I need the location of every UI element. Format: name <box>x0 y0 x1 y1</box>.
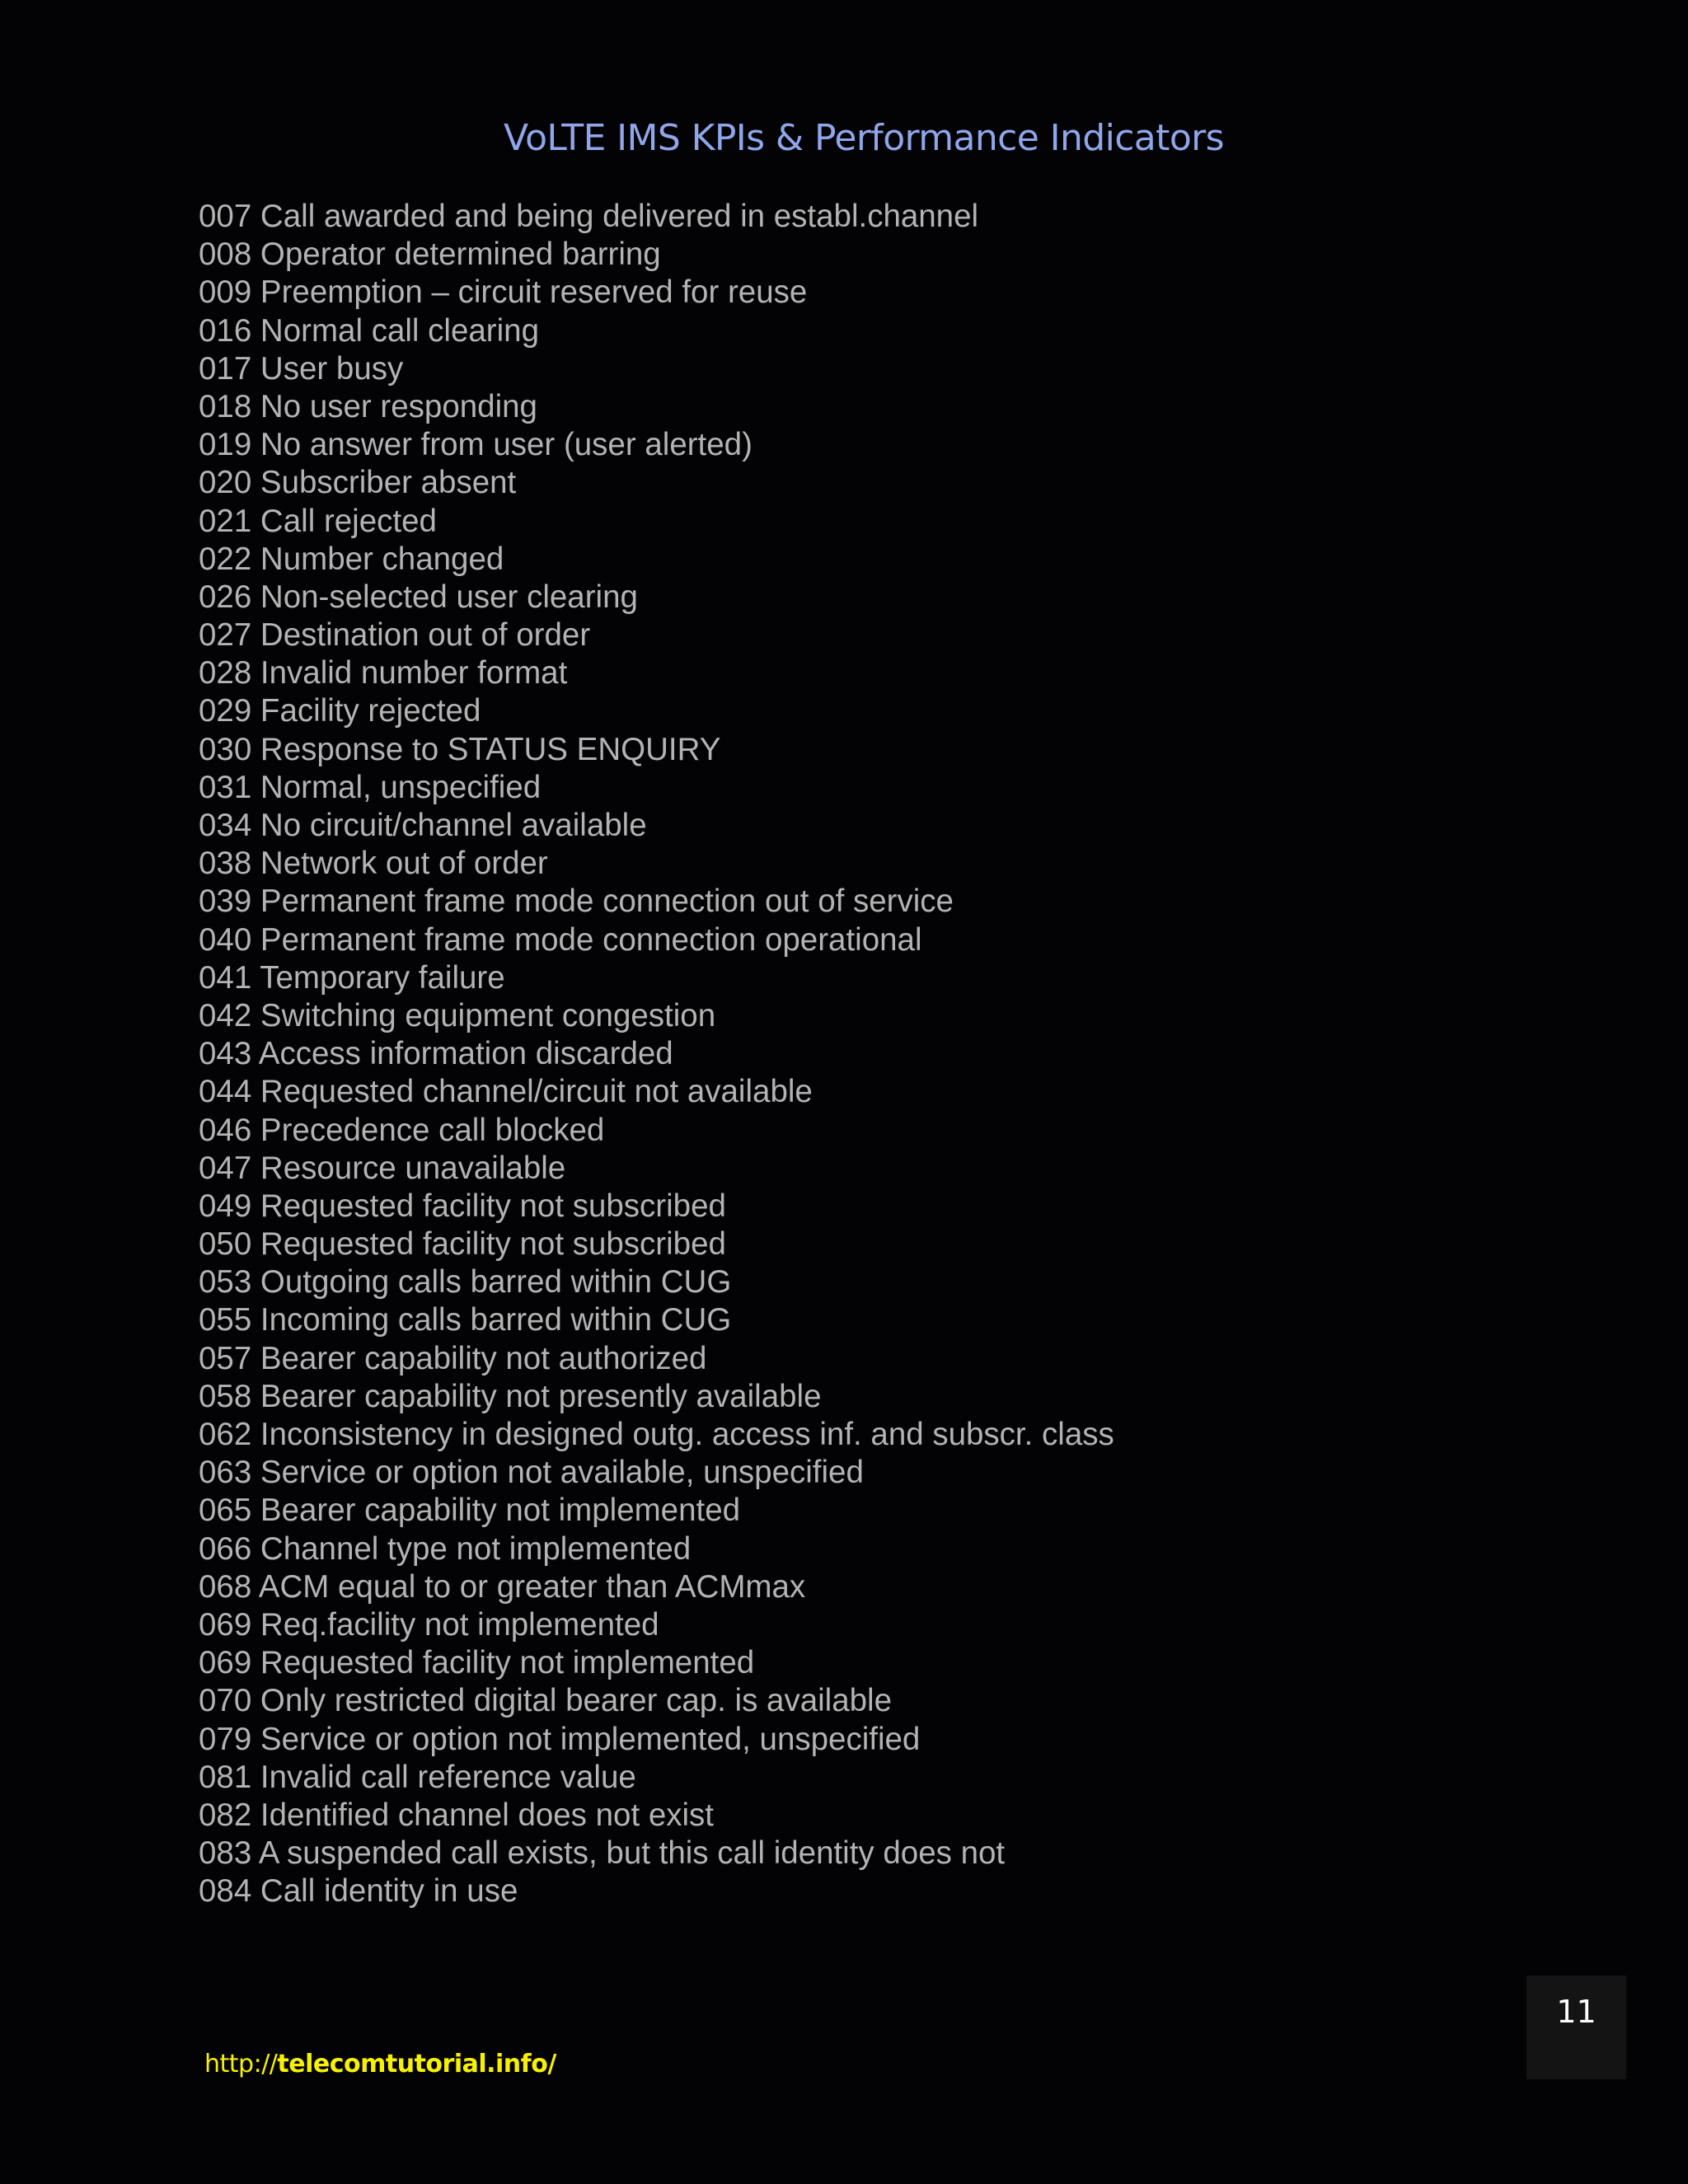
cause-code-item: 053 Outgoing calls barred within CUG <box>199 1264 732 1301</box>
cause-code-item: 034 No circuit/channel available <box>199 808 647 843</box>
cause-code-item: 031 Normal, unspecified <box>199 769 542 805</box>
cause-code-item: 038 Network out of order <box>199 846 548 882</box>
cause-code-item: 049 Requested facility not subscribed <box>199 1188 726 1224</box>
cause-code-item: 039 Permanent frame mode connection out of service <box>199 883 954 920</box>
cause-code-item: 057 Bearer capability not authorized <box>199 1340 707 1376</box>
cause-code-item: 081 Invalid call reference value <box>199 1759 636 1795</box>
cause-code-item: 016 Normal call clearing <box>199 312 539 349</box>
cause-code-item: 021 Call rejected <box>199 503 437 539</box>
cause-code-item: 068 ACM equal to or greater than ACMmax <box>199 1568 806 1605</box>
cause-code-item: 030 Response to STATUS ENQUIRY <box>199 731 721 767</box>
cause-code-item: 028 Invalid number format <box>199 655 568 691</box>
cause-code-item: 041 Temporary failure <box>199 959 505 996</box>
cause-code-item: 042 Switching equipment congestion <box>199 997 716 1033</box>
cause-code-item: 044 Requested channel/circuit not available <box>199 1074 813 1110</box>
cause-code-item: 027 Destination out of order <box>199 617 591 654</box>
cause-code-item: 084 Call identity in use <box>199 1873 518 1910</box>
page-number: 11 <box>1556 1994 1597 2030</box>
cause-code-item: 066 Channel type not implemented <box>199 1530 692 1567</box>
cause-code-item: 069 Req.facility not implemented <box>199 1606 659 1643</box>
cause-code-item: 008 Operator determined barring <box>199 237 661 273</box>
cause-code-item: 029 Facility rejected <box>199 693 481 729</box>
footer-link-prefix: http:// <box>204 2050 278 2079</box>
cause-code-item: 017 User busy <box>199 350 404 387</box>
cause-code-item: 069 Requested facility not implemented <box>199 1645 755 1681</box>
cause-code-item: 083 A suspended call exists, but this call identity does not <box>199 1835 1006 1872</box>
page-number-box <box>1526 1975 1626 2079</box>
cause-code-item: 055 Incoming calls barred within CUG <box>199 1302 732 1338</box>
cause-code-item: 079 Service or option not implemented, unspecified <box>199 1721 921 1757</box>
page-title: VoLTE IMS KPIs & Performance Indicators <box>504 117 1224 159</box>
cause-code-item: 065 Bearer capability not implemented <box>199 1493 741 1529</box>
cause-code-item: 050 Requested facility not subscribed <box>199 1226 726 1263</box>
cause-code-item: 018 No user responding <box>199 388 537 424</box>
cause-code-item: 040 Permanent frame mode connection operational <box>199 921 922 958</box>
cause-code-item: 022 Number changed <box>199 541 504 577</box>
cause-code-item: 046 Precedence call blocked <box>199 1112 605 1148</box>
cause-code-item: 026 Non-selected user clearing <box>199 579 638 615</box>
cause-code-item: 070 Only restricted digital bearer cap. is available <box>199 1683 893 1719</box>
cause-code-item: 009 Preemption – circuit reserved for reuse <box>199 274 808 311</box>
cause-code-item: 043 Access information discarded <box>199 1036 673 1072</box>
footer-link-domain: telecomtutorial.info/ <box>277 2050 556 2079</box>
cause-code-item: 058 Bearer capability not presently available <box>199 1378 822 1414</box>
cause-code-item: 047 Resource unavailable <box>199 1150 566 1186</box>
cause-code-item: 062 Inconsistency in designed outg. access inf. and subscr. class <box>199 1417 1114 1452</box>
cause-code-item: 063 Service or option not available, unspecified <box>199 1455 864 1491</box>
cause-code-item: 007 Call awarded and being delivered in establ.channel <box>199 199 979 234</box>
cause-code-item: 082 Identified channel does not exist <box>199 1797 715 1833</box>
footer-link[interactable] <box>204 2048 556 2081</box>
cause-code-list <box>199 198 1114 1910</box>
cause-code-item: 019 No answer from user (user alerted) <box>199 427 753 463</box>
cause-code-item: 020 Subscriber absent <box>199 465 517 501</box>
